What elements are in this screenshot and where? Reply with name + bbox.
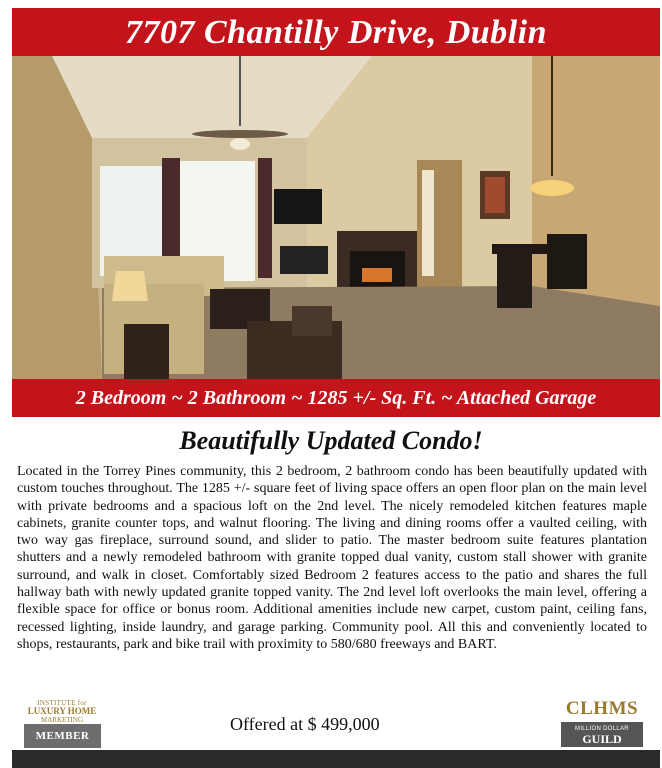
institute-logo	[22, 699, 102, 724]
institute-logo-line3: MARKETING	[41, 716, 83, 724]
title-banner	[12, 8, 660, 56]
clhms-brand: CLHMS	[565, 698, 639, 719]
property-photo	[12, 56, 660, 379]
guild-badge	[561, 722, 643, 747]
institute-logo-line2: LUXURY HOME	[27, 706, 97, 716]
page-title: 7707 Chantilly Drive, Dublin	[124, 14, 548, 51]
features-text: 2 Bedroom ~ 2 Bathroom ~ 1285 +/- Sq. Ft. ~ Attached Garage	[75, 387, 597, 409]
institute-logo-line1: INSTITUTE for	[37, 699, 87, 707]
guild-badge-line2: GUILD	[582, 732, 622, 746]
member-badge: MEMBER	[24, 724, 101, 748]
description: Located in the Torrey Pines community, this 2 bedroom, 2 bathroom condo has been beautifully updated with custom touches throughout. The 1285 +/- square feet of living space offers an open floor plan on the main level with private bedrooms and a spacious loft on the 2nd level. The nicely remodeled kitchen features maple cabinets, granite counter tops, and walnut flooring. The living and dining rooms offer a vaulted ceiling, with two way gas fireplace, surround sound, and slider to patio. The master bedroom suite features plantation shutters and a newly remodeled bathroom with granite topped dual vanity, custom stall shower with granite surround, and walk in closet. Comfortably sized Bedroom 2 features access to the patio and shares the full hallway bath with newly updated granite topped vanity. The 2nd level loft overlooks the main level, offering a flexible space for office or bonus room. Additional amenities include new carpet, custom paint, ceiling fans, recessed lighting, inside laundry, and garage parking. Community pool. All this and conveniently located to shops, restaurants, park and bike trail with proximity to 580/680 freeways and BART.	[17, 464, 647, 652]
features-banner	[12, 379, 660, 417]
guild-badge-line1: MILLION DOLLAR	[575, 726, 629, 732]
price: Offered at $ 499,000	[230, 714, 380, 734]
headline: Beautifully Updated Condo!	[179, 426, 483, 455]
footer-bar	[12, 750, 660, 768]
clhms-logo	[561, 698, 643, 747]
